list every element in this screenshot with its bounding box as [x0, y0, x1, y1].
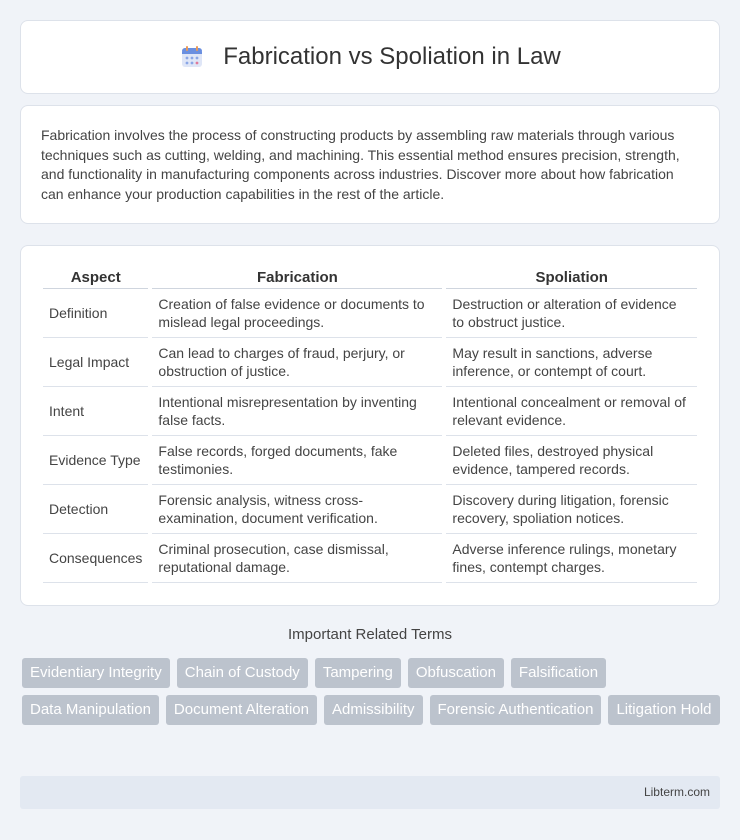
tag-falsification[interactable]: Falsification — [511, 658, 606, 688]
row-fabrication: Intentional misrepresentation by inventing false facts. — [152, 387, 442, 436]
table-header-row — [43, 266, 697, 289]
tag-data-manipulation[interactable]: Data Manipulation — [22, 695, 159, 725]
tag-obfuscation[interactable]: Obfuscation — [408, 658, 504, 688]
tag-litigation-hold[interactable]: Litigation Hold — [608, 695, 719, 725]
row-fabrication: Criminal prosecution, case dismissal, reputational damage. — [152, 534, 442, 583]
comparison-table — [39, 266, 701, 583]
tag-evidentiary-integrity[interactable]: Evidentiary Integrity — [22, 658, 170, 688]
row-fabrication: Creation of false evidence or documents to mislead legal proceedings. — [152, 289, 442, 338]
table-row — [43, 338, 697, 387]
footer-site-link[interactable]: Libterm.com — [643, 785, 710, 799]
intro-card — [20, 105, 720, 224]
row-spoliation: Intentional concealment or removal of relevant evidence. — [446, 387, 697, 436]
related-terms-title: Important Related Terms — [288, 626, 452, 643]
tag-forensic-authentication[interactable]: Forensic Authentication — [430, 695, 602, 725]
table-row — [43, 534, 697, 583]
related-tags — [22, 658, 722, 725]
header-card — [20, 20, 720, 94]
row-spoliation: Deleted files, destroyed physical evidence, tampered records. — [446, 436, 697, 485]
table-row — [43, 387, 697, 436]
row-spoliation: Destruction or alteration of evidence to obstruct justice. — [446, 289, 697, 338]
row-fabrication: Forensic analysis, witness cross-examination, document verification. — [152, 485, 442, 534]
tag-tampering[interactable]: Tampering — [315, 658, 401, 688]
intro-text: Fabrication involves the process of constructing products by assembling raw materials through various techniques such as cutting, welding, and machining. This essential method ensures precision, strength, and functionality in manufacturing components across industries. Discover more about how fabrication can enhance your production capabilities in the rest of the article. — [41, 127, 680, 202]
title-wrap — [179, 43, 561, 71]
tag-document-alteration[interactable]: Document Alteration — [166, 695, 317, 725]
row-aspect: Intent — [43, 387, 148, 436]
row-aspect: Definition — [43, 289, 148, 338]
header-fabrication: Fabrication — [152, 266, 442, 289]
calendar-icon — [179, 44, 205, 70]
table-row — [43, 485, 697, 534]
header-spoliation: Spoliation — [446, 266, 697, 289]
header-aspect: Aspect — [43, 266, 148, 289]
table-row — [43, 289, 697, 338]
row-aspect: Detection — [43, 485, 148, 534]
footer — [20, 776, 720, 809]
row-spoliation: May result in sanctions, adverse inference, or contempt of court. — [446, 338, 697, 387]
row-fabrication: Can lead to charges of fraud, perjury, or obstruction of justice. — [152, 338, 442, 387]
row-fabrication: False records, forged documents, fake testimonies. — [152, 436, 442, 485]
row-aspect: Legal Impact — [43, 338, 148, 387]
row-aspect: Consequences — [43, 534, 148, 583]
row-spoliation: Discovery during litigation, forensic recovery, spoliation notices. — [446, 485, 697, 534]
page-title: Fabrication vs Spoliation in Law — [223, 43, 561, 70]
tag-admissibility[interactable]: Admissibility — [324, 695, 423, 725]
row-aspect: Evidence Type — [43, 436, 148, 485]
table-row — [43, 436, 697, 485]
tag-chain-of-custody[interactable]: Chain of Custody — [177, 658, 308, 688]
row-spoliation: Adverse inference rulings, monetary fines, contempt charges. — [446, 534, 697, 583]
comparison-table-card — [20, 245, 720, 606]
